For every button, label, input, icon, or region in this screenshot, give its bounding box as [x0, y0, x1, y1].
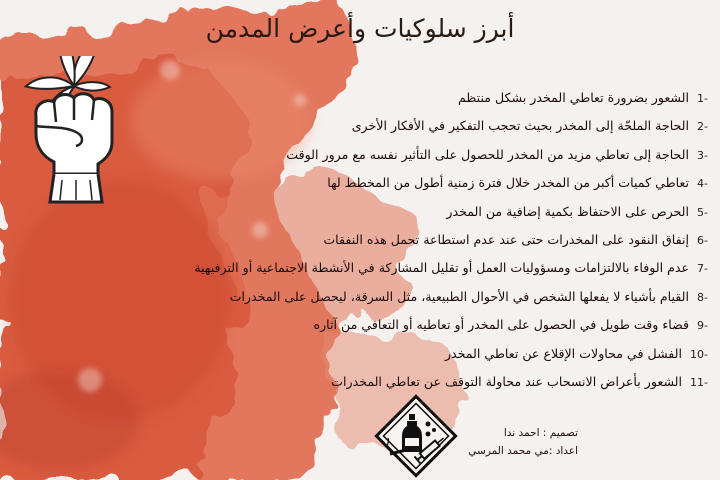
- item-number: -11: [690, 375, 708, 389]
- list-item: [148, 112, 708, 140]
- item-number: -8: [697, 290, 708, 304]
- list-item: [148, 226, 708, 254]
- list-item: [148, 169, 708, 197]
- item-text: إنفاق النقود على المخدرات حتى عند عدم استطاعة تحمل هذه النفقات: [323, 231, 690, 247]
- item-number: -9: [697, 319, 708, 333]
- item-number: -3: [697, 148, 708, 162]
- list-item: [148, 198, 708, 226]
- list-item: [148, 141, 708, 169]
- drugs-emblem-icon: [374, 394, 458, 478]
- credits: [466, 424, 578, 460]
- item-number: -7: [697, 262, 708, 276]
- list-item: [148, 311, 708, 339]
- item-text: الشعور بأعراض الانسحاب عند محاولة التوقف عن تعاطي المخدرات: [331, 373, 683, 389]
- symptoms-list: [148, 84, 708, 396]
- item-number: -5: [697, 205, 708, 219]
- item-text: الحاجة الملحّة إلى المخدر بحيث تحجب التفكير في الأفكار الأخرى: [351, 118, 690, 134]
- preparer-credit: اعداد :مي محمد المرسي: [468, 445, 578, 457]
- item-number: -6: [697, 233, 708, 247]
- item-text: الحرص على الاحتفاظ بكمية إضافية من المخدر: [446, 203, 690, 219]
- list-item: [148, 368, 708, 396]
- list-item: [148, 283, 708, 311]
- fist-icon: [14, 56, 134, 204]
- item-number: -1: [697, 92, 708, 105]
- item-text: عدم الوفاء بالالتزامات ومسؤوليات العمل أو تقليل المشاركة في الأنشطة الاجتماعية أو الترفيهية: [194, 260, 690, 276]
- list-item: [148, 84, 708, 112]
- designer-credit: تصميم : احمد ندا: [503, 427, 578, 439]
- item-number: -4: [697, 177, 708, 191]
- item-text: القيام بأشياء لا يفعلها الشخص في الأحوال الطبيعية، مثل السرقة، ليحصل على المخدرات: [229, 288, 690, 304]
- item-text: الحاجة إلى تعاطي مزيد من المخدر للحصول على التأثير نفسه مع مرور الوقت: [286, 146, 690, 162]
- page-title: أبرز سلوكيات وأعرض المدمن: [205, 14, 515, 43]
- item-text: الشعور بضرورة تعاطي المخدر بشكل منتظم: [457, 90, 690, 105]
- item-number: -10: [690, 347, 708, 361]
- item-text: قضاء وقت طويل في الحصول على المخدر أو تعاطيه أو التعافي من آثاره: [313, 317, 690, 333]
- list-item: [148, 254, 708, 282]
- item-text: تعاطي كميات أكبر من المخدر خلال فترة زمنية أطول من المخطط لها: [327, 175, 690, 191]
- item-number: -2: [697, 120, 708, 134]
- list-item: [148, 340, 708, 368]
- item-text: الفشل في محاولات الإقلاع عن تعاطي المخدر: [444, 345, 683, 361]
